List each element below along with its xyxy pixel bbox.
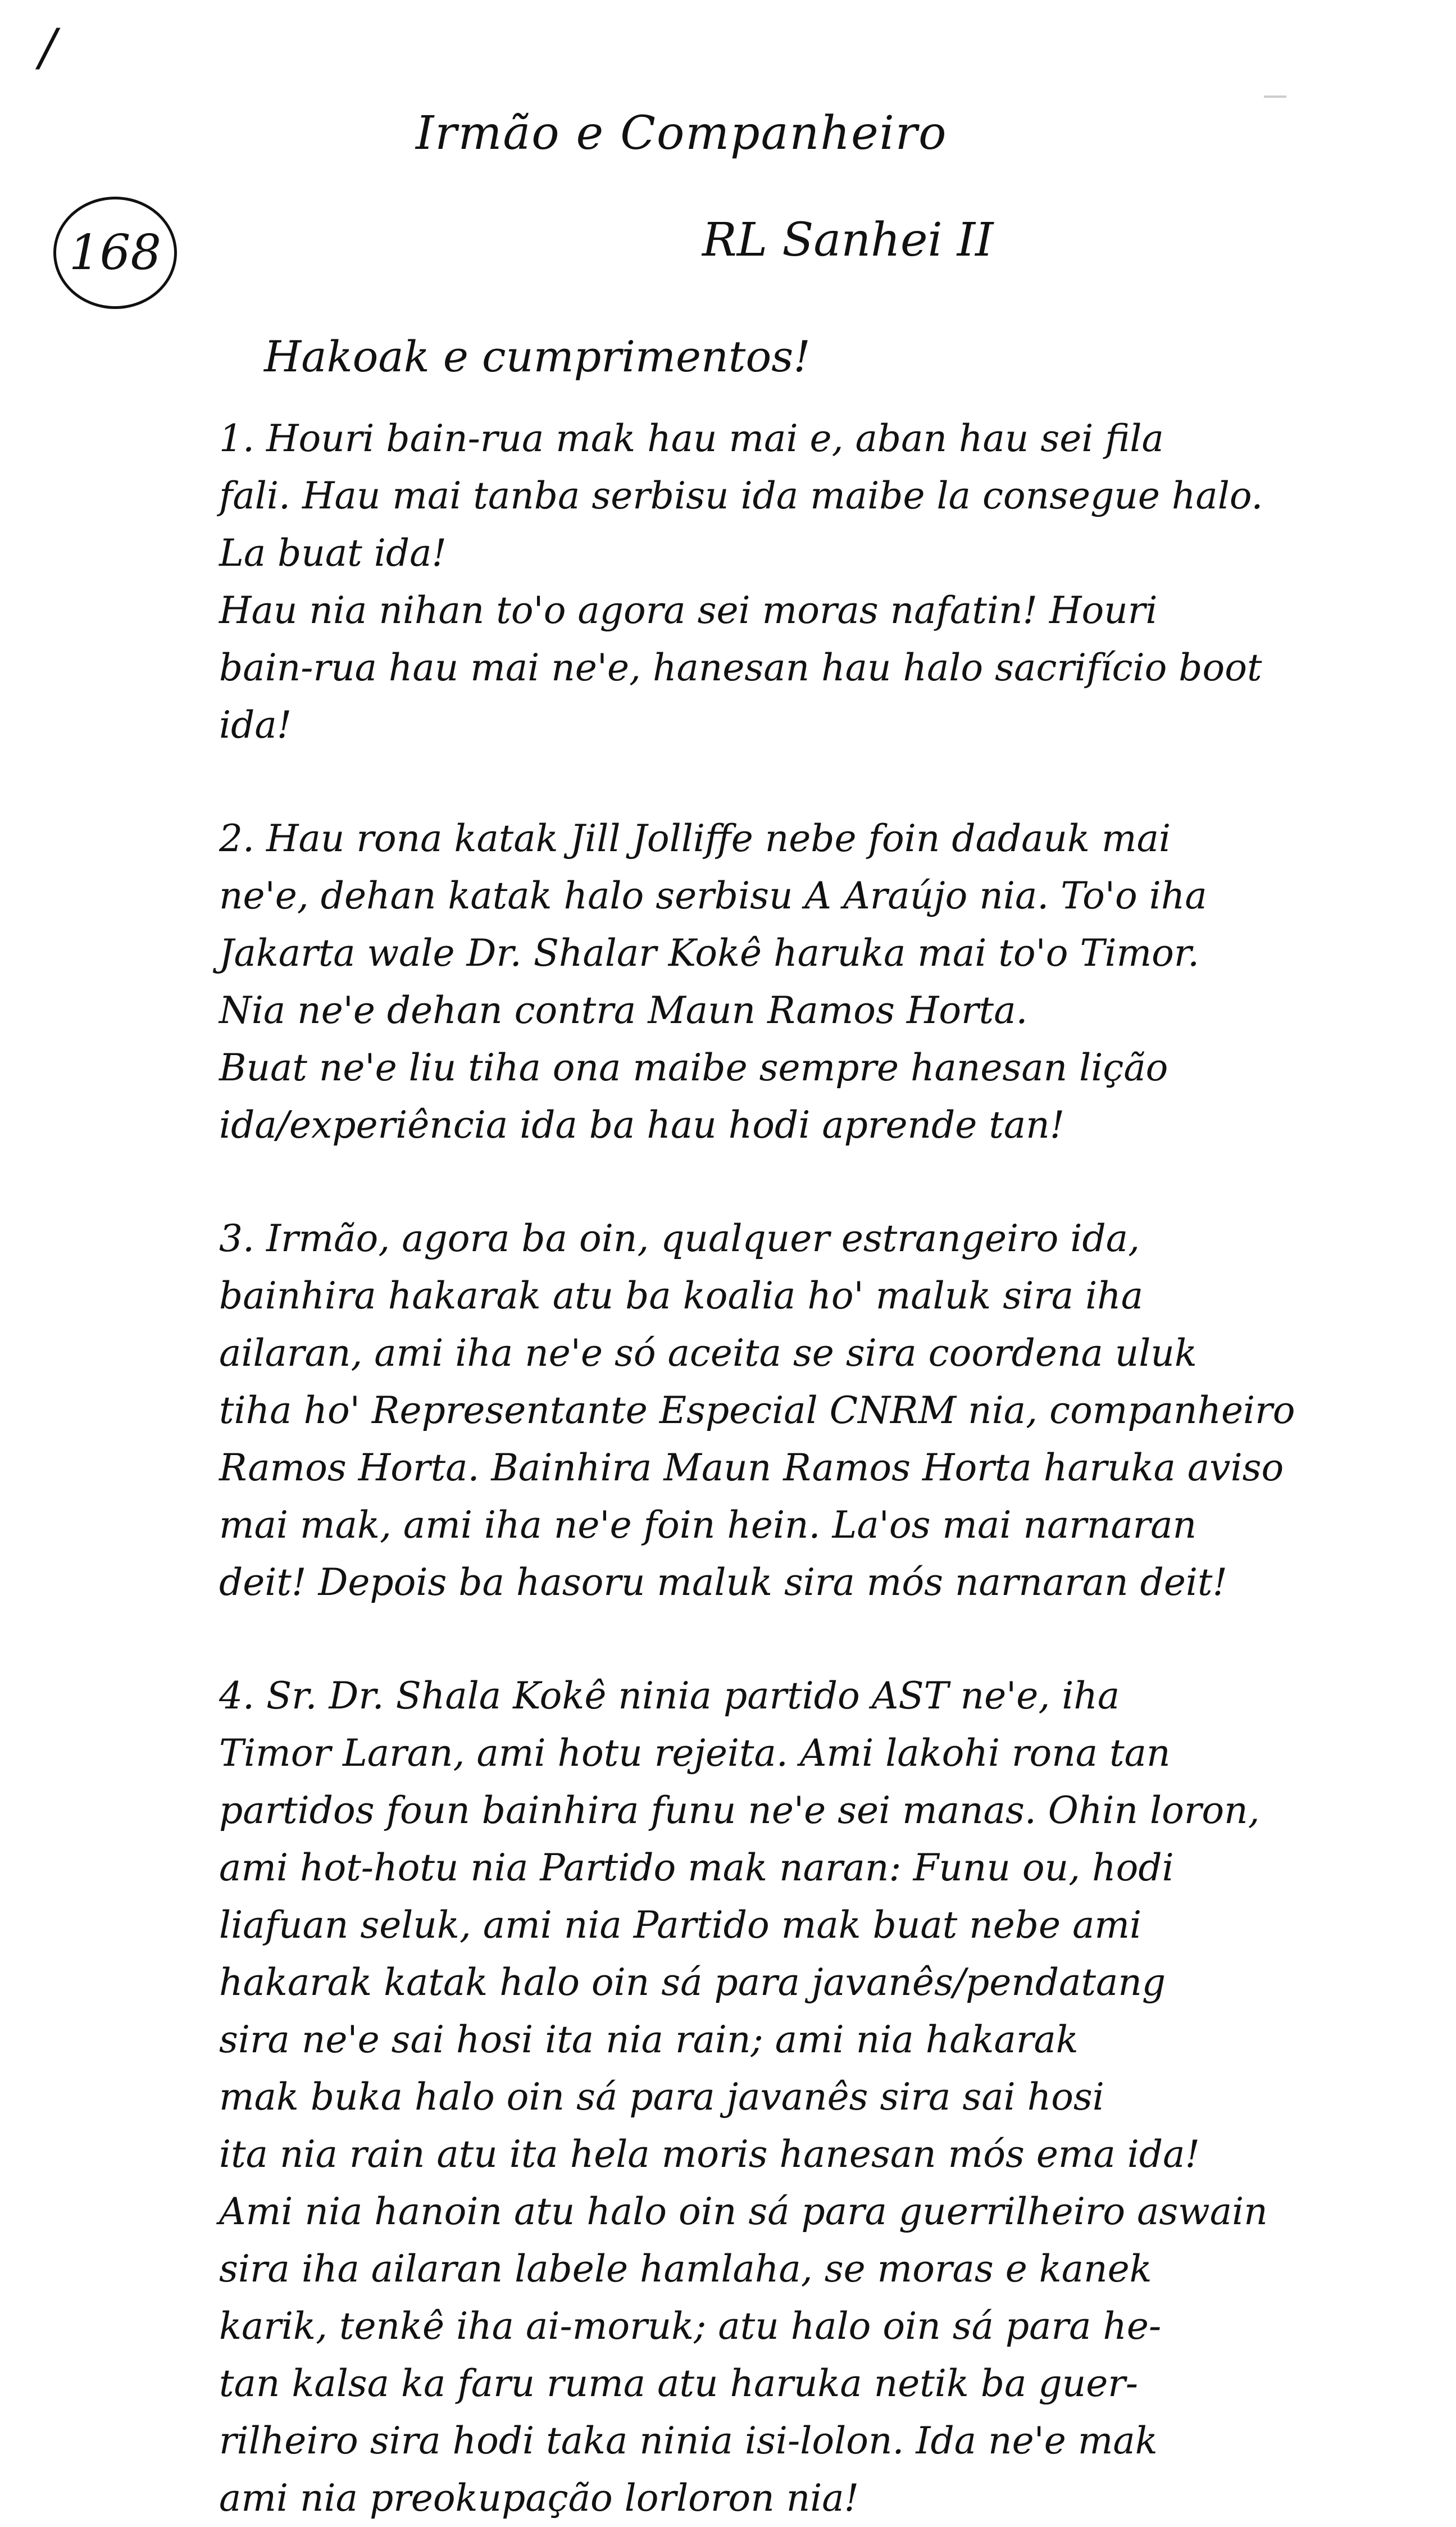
paragraph-1 [129,410,1343,754]
paragraph-line: partidos foun bainhira funu ne'e sei manas. Ohin loron, [219,1789,1260,1832]
paragraph-line: 2. Hau rona katak Jill Jolliffe nebe foin dadauk mai [219,817,1171,860]
paragraph-line: Nia ne'e dehan contra Maun Ramos Horta. [219,989,1028,1032]
paragraph-line: tiha ho' Representante Especial CNRM nia, companheiro [219,1389,1295,1432]
paragraph-line: 3. Irmão, agora ba oin, qualquer estrangeiro ida, [219,1217,1140,1260]
paragraph-line: ami hot-hotu nia Partido mak naran: Funu ou, hodi [219,1846,1174,1889]
page-number: 168 [69,225,162,281]
paragraph-line: Hau nia nihan to'o agora sei moras nafatin! Houri [219,589,1158,632]
paragraph-line: ne'e, dehan katak halo serbisu A Araújo nia. To'o iha [219,874,1207,917]
paragraph-line: Buat ne'e liu tiha ona maibe sempre hanesan lição [219,1046,1168,1089]
letter-title: Irmão e Companheiro [416,107,948,160]
paragraph-line: mak buka halo oin sá para javanês sira sai hosi [219,2075,1104,2119]
greeting: Hakoak e cumprimentos! [264,331,811,381]
paragraph-line: karik, tenkê iha ai-moruk; atu halo oin sá para he- [219,2305,1162,2348]
corner-mark: / [39,18,57,77]
paragraph-4 [129,1667,1343,2527]
paragraph-line: bain-rua hau mai ne'e, hanesan hau halo sacrifício boot [219,646,1262,689]
page-number-circle [53,197,177,309]
recipient-line: RL Sanhei II [702,213,994,267]
paragraph-line: ida/experiência ida ba hau hodi aprende tan! [219,1103,1065,1147]
paragraph-line: deit! Depois ba hasoru maluk sira mós narnaran deit! [219,1561,1228,1604]
paragraph-line: sira ne'e sai hosi ita nia rain; ami nia hakarak [219,2018,1079,2061]
paragraph-line: Jakarta wale Dr. Shalar Kokê haruka mai to'o Timor. [219,931,1200,975]
paragraph-line: Timor Laran, ami hotu rejeita. Ami lakohi rona tan [219,1731,1171,1775]
paragraph-line: ailaran, ami iha ne'e só aceita se sira coordena uluk [219,1331,1197,1375]
stray-mark [1264,96,1286,98]
paragraph-line: ami nia preokupação lorloron nia! [219,2476,859,2520]
paragraph-line: 1. Houri bain-rua mak hau mai e, aban hau sei fila [219,417,1164,460]
paragraph-line: ida! [219,703,292,747]
paragraph-3 [129,1210,1343,1611]
paragraph-line: sira iha ailaran labele hamlaha, se moras e kanek [219,2247,1152,2290]
paragraph-line: 4. Sr. Dr. Shala Kokê ninia partido AST ne'e, iha [219,1674,1120,1717]
letter-body [129,410,1343,2527]
paragraph-line: La buat ida! [219,531,447,575]
paragraph-line: hakarak katak halo oin sá para javanês/pendatang [219,1961,1166,2004]
paragraph-line: rilheiro sira hodi taka ninia isi-lolon. Ida ne'e mak [219,2419,1158,2462]
paragraph-line: Ramos Horta. Bainhira Maun Ramos Horta haruka aviso [219,1446,1284,1489]
paragraph-line: ita nia rain atu ita hela moris hanesan mós ema ida! [219,2133,1200,2176]
paragraph-line: liafuan seluk, ami nia Partido mak buat nebe ami [219,1903,1142,1947]
paragraph-line: bainhira hakarak atu ba koalia ho' maluk sira iha [219,1274,1144,1317]
paragraph-line: tan kalsa ka faru ruma atu haruka netik ba guer- [219,2362,1139,2405]
paragraph-line: mai mak, ami iha ne'e foin hein. La'os mai narnaran [219,1503,1197,1547]
paragraph-line: Ami nia hanoin atu halo oin sá para guerrilheiro aswain [219,2190,1268,2233]
paragraph-line: fali. Hau mai tanba serbisu ida maibe la consegue halo. [219,474,1263,517]
paragraph-2 [129,810,1343,1154]
